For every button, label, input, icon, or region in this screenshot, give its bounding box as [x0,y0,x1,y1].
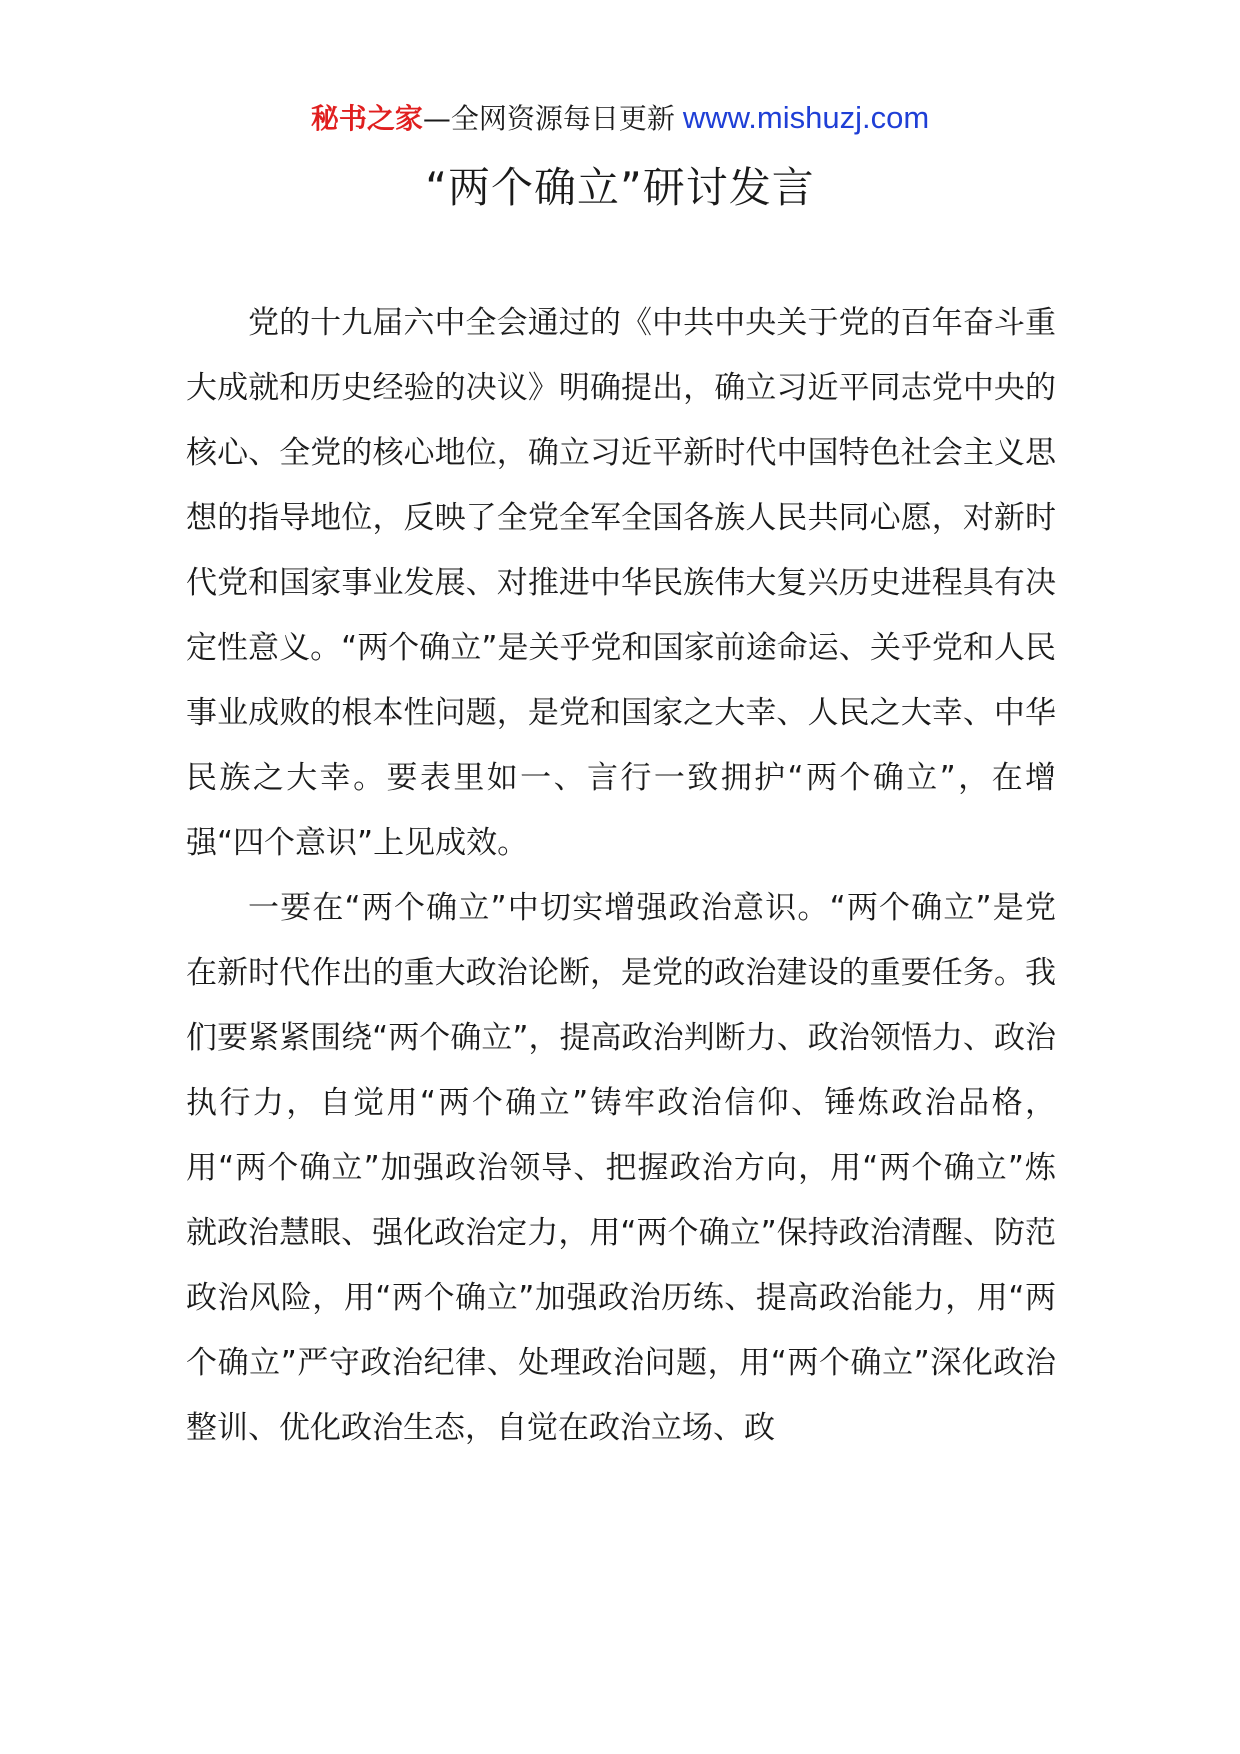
paragraph-intro: 党的十九届六中全会通过的《中共中央关于党的百年奋斗重大成就和历史经验的决议》明确提出，确立习近平同志党中央的核心、全党的核心地位，确立习近平新时代中国特色社会主义思想的指导地位，反映了全党全军全国各族人民共同心愿，对新时代党和国家事业发展、对推进中华民族伟大复兴历史进程具有决定性意义。“两个确立”是关乎党和国家前途命运、关乎党和人民事业成败的根本性问题，是党和国家之大幸、人民之大幸、中华民族之大幸。要表里如一、言行一致拥护“两个确立”，在增强“四个意识”上见成效。 [186,305,1056,861]
paragraph-point-one: 一要在“两个确立”中切实增强政治意识。“两个确立”是党在新时代作出的重大政治论断，是党的政治建设的重要任务。我们要紧紧围绕“两个确立”，提高政治判断力、政治领悟力、政治执行力，自觉用“两个确立”铸牢政治信仰、锤炼政治品格，用“两个确立”加强政治领导、把握政治方向，用“两个确立”炼就政治慧眼、强化政治定力，用“两个确立”保持政治清醒、防范政治风险，用“两个确立”加强政治历练、提高政治能力，用“两个确立”严守政治纪律、处理政治问题，用“两个确立”深化政治整训、优化政治生态，自觉在政治立场、政 [186,890,1056,1446]
header-tagline: —全网资源每日更新 [422,102,675,135]
document-body [186,291,1056,1461]
brand-name: 秘书之家 [310,102,423,135]
site-header [0,98,1240,139]
site-url-link[interactable]: www.mishuzj.com [682,100,930,135]
document-title: “两个确立”研讨发言 [425,163,815,212]
